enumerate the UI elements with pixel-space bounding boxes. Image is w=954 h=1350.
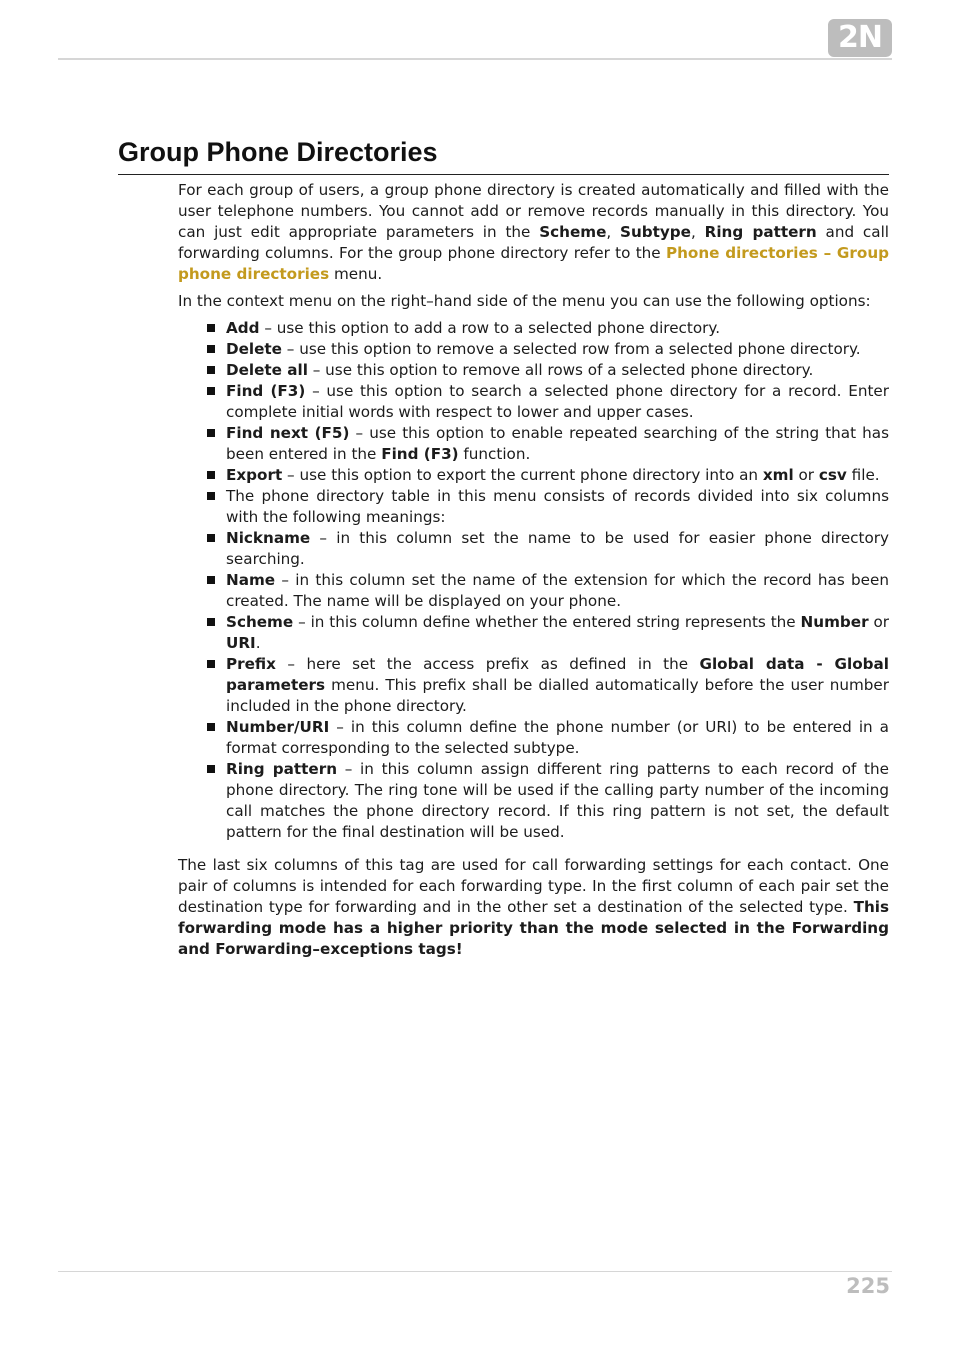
list-item-find: Find (F3) – use this option to search a selected phone directory for a record. Enter complete initial words with respect to lower and upper cases. (226, 382, 889, 421)
page-number: 225 (846, 1274, 890, 1298)
list-item-nickname: Nickname – in this column set the name to be used for easier phone directory searching. (226, 529, 889, 568)
page-title: Group Phone Directories (118, 135, 889, 175)
body-content (178, 180, 889, 966)
list-item-find-next: Find next (F5) – use this option to enable repeated searching of the string that has been entered in the Find (F3) function. (226, 424, 890, 463)
2n-logo: 2N (828, 19, 892, 57)
priority-warning: This forwarding mode has a higher priority than the mode selected in the Forwarding and Forwarding–exceptions tags! (178, 898, 889, 958)
list-item-table-intro: The phone directory table in this menu consists of records divided into six columns with the following meanings: (226, 487, 889, 526)
term-ring-pattern: Ring pattern (704, 223, 817, 241)
list-item-export: Export – use this option to export the current phone directory into an xml or csv file. (226, 465, 889, 486)
list-item-delete: Delete – use this option to remove a selected row from a selected phone directory. (226, 339, 889, 360)
term-scheme: Scheme (539, 223, 607, 241)
closing-paragraph: The last six columns of this tag are used for call forwarding settings for each contact. One pair of columns is intended for each forwarding type. In the first column of each pair set the destination type for forwarding and in the other set a destination of the selected type. This forwarding mode has a higher priority than the mode selected in the Forwarding and Forwarding–exceptions tags! (178, 856, 889, 958)
context-menu-intro: In the context menu on the right–hand side of the menu you can use the following options: (178, 292, 871, 310)
list-item-prefix: Prefix – here set the access prefix as defined in the Global data - Global parameters menu. This prefix shall be dialled automatically before the user number included in the phone directory. (226, 655, 889, 715)
list-item-scheme: Scheme – in this column define whether the entered string represents the Number or URI. (226, 613, 889, 652)
term-subtype: Subtype (620, 223, 691, 241)
footer-divider (58, 1271, 892, 1272)
list-item-name: Name – in this column set the name of the extension for which the record has been created. The name will be displayed on your phone. (226, 571, 889, 610)
list-item-ring-pattern: Ring pattern – in this column assign different ring patterns to each record of the phone directory. The ring tone will be used if the calling party number of the incoming call matches the phone directory record. If this ring pattern is not set, the default pattern for the final destination will be used. (226, 760, 889, 841)
list-item-number-uri: Number/URI – in this column define the phone number (or URI) to be entered in a format corresponding to the selected subtype. (226, 718, 889, 757)
intro-paragraph: For each group of users, a group phone directory is created automatically and filled with the user telephone numbers. You cannot add or remove records manually in this directory. You can just edit appropriate parameters in the Scheme, Subtype, Ring pattern and call forwarding columns. For the group phone directory refer to the Phone directories – Group phone directories menu. (178, 181, 890, 283)
list-item-delete-all: Delete all – use this option to remove all rows of a selected phone directory. (226, 360, 889, 381)
list-item-add: Add – use this option to add a row to a selected phone directory. (226, 318, 889, 339)
options-list (178, 318, 889, 843)
header-divider (58, 58, 892, 60)
phone-directories-link[interactable]: Phone directories – Group phone directories (178, 244, 890, 283)
